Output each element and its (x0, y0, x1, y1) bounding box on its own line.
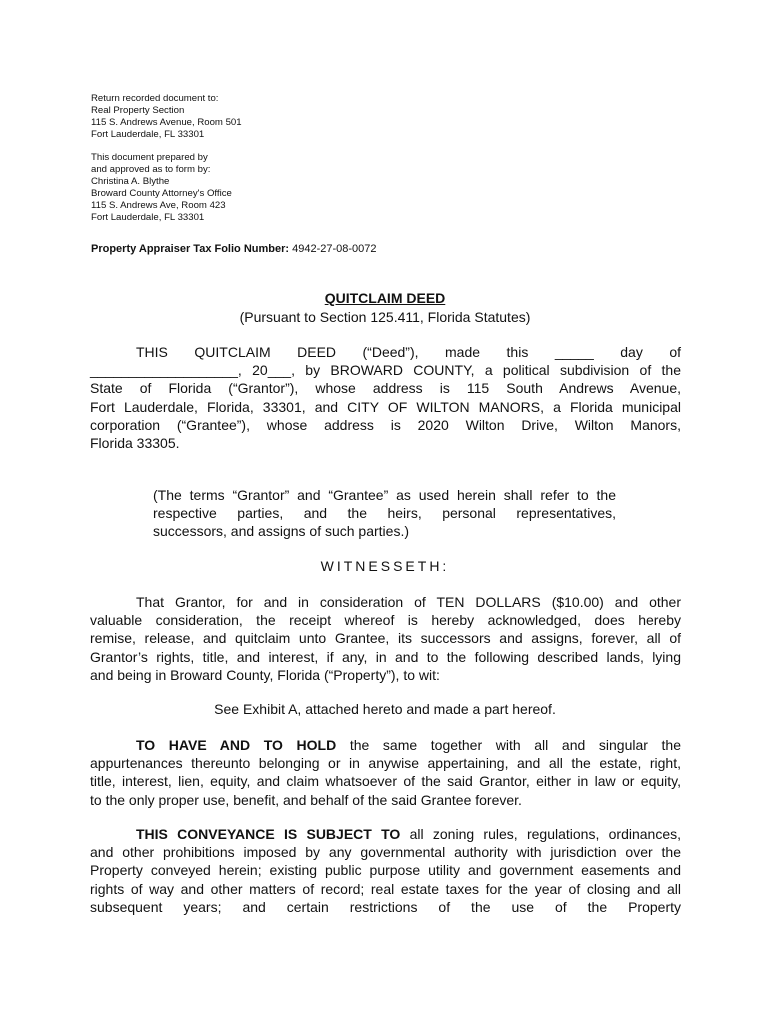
paragraph-line: respective parties, and the heirs, personal representatives, (153, 505, 616, 522)
habendum-first-text: the same together with all and singular the (336, 737, 681, 753)
paragraph-line: subsequent years; and certain restrictions of the use of the Property (90, 898, 681, 915)
document-subtitle: (Pursuant to Section 125.411, Florida Statutes) (239, 309, 531, 325)
paragraph-line: Grantor’s rights, title, and interest, if any, in and to the following described lands, lying (90, 648, 681, 665)
paragraph-line: and other prohibitions imposed by any governmental authority with jurisdiction over the (90, 844, 681, 861)
paragraph-line: THIS QUITCLAIM DEED (“Deed”), made this _____ day of (136, 344, 681, 360)
paragraph-line: title, interest, lien, equity, and claim whatsoever of the said Grantor, either in law or equity, (90, 773, 681, 790)
paragraph-line: rights of way and other matters of record; real estate taxes for the year of closing and all (90, 880, 681, 897)
intro-paragraph (90, 343, 681, 452)
paragraph-line: State of Florida (“Grantor”), whose address is 115 South Andrews Avenue, (90, 380, 681, 397)
paragraph-line: Fort Lauderdale, Florida, 33301, and CITY OF WILTON MANORS, a Florida municipal (90, 398, 681, 415)
paragraph-line: That Grantor, for and in consideration of TEN DOLLARS ($10.00) and other (136, 594, 681, 610)
conveyance-lead: THIS CONVEYANCE IS SUBJECT TO (136, 826, 401, 842)
prepared-line: 115 S. Andrews Ave, Room 423 (91, 200, 226, 211)
prepared-line: Christina A. Blythe (91, 176, 170, 187)
paragraph-line: corporation (“Grantee”), whose address is 2020 Wilton Drive, Wilton Manors, (90, 416, 681, 433)
paragraph-line (90, 736, 681, 754)
folio-label: Property Appraiser Tax Folio Number: (91, 243, 290, 255)
return-line: Fort Lauderdale, FL 33301 (91, 129, 205, 140)
paragraph-line: (The terms “Grantor” and “Grantee” as used herein shall refer to the (153, 487, 616, 503)
return-line: 115 S. Andrews Avenue, Room 501 (91, 117, 242, 128)
paragraph-line: remise, release, and quitclaim unto Grantee, its successors and assigns, forever, all of (90, 630, 681, 647)
grantor-paragraph (90, 593, 681, 684)
return-address-block (91, 93, 242, 141)
paragraph-line: and being in Broward County, Florida (“Property”), to wit: (90, 666, 440, 683)
paragraph-line: valuable consideration, the receipt whereof is hereby acknowledged, does hereby (90, 612, 681, 629)
paragraph-line: appurtenances thereunto belonging or in anywise appertaining, and all the estate, right, (90, 755, 681, 772)
paragraph-line: successors, and assigns of such parties.) (153, 523, 410, 540)
return-line: Real Property Section (91, 105, 185, 116)
paragraph-line: Florida 33305. (90, 435, 180, 452)
prepared-line: This document prepared by (91, 152, 208, 163)
habendum-lead: TO HAVE AND TO HOLD (136, 737, 337, 753)
exhibit-reference: See Exhibit A, attached hereto and made a part hereof. (214, 701, 556, 717)
paragraph-line: Property conveyed herein; existing public purpose utility and government easements and (90, 862, 681, 879)
conveyance-paragraph (90, 825, 681, 916)
prepared-line: Broward County Attorney's Office (91, 188, 232, 199)
folio-value: 4942-27-08-0072 (292, 243, 377, 255)
document-title: QUITCLAIM DEED (324, 290, 446, 306)
prepared-by-block (91, 152, 232, 224)
prepared-line: and approved as to form by: (91, 164, 211, 175)
paragraph-line: ___________________, 20___, by BROWARD COUNTY, a political subdivision of the (90, 362, 681, 379)
habendum-paragraph (90, 736, 681, 809)
conveyance-first-text: all zoning rules, regulations, ordinances, (400, 826, 682, 842)
return-line: Return recorded document to: (91, 93, 219, 104)
prepared-line: Fort Lauderdale, FL 33301 (91, 212, 205, 223)
folio-number-line (91, 243, 377, 255)
witnesseth-heading: WITNESSETH: (320, 558, 450, 574)
paragraph-line (90, 825, 681, 843)
paragraph-line: to the only proper use, benefit, and behalf of the said Grantee forever. (90, 791, 522, 808)
terms-paragraph (153, 486, 616, 541)
